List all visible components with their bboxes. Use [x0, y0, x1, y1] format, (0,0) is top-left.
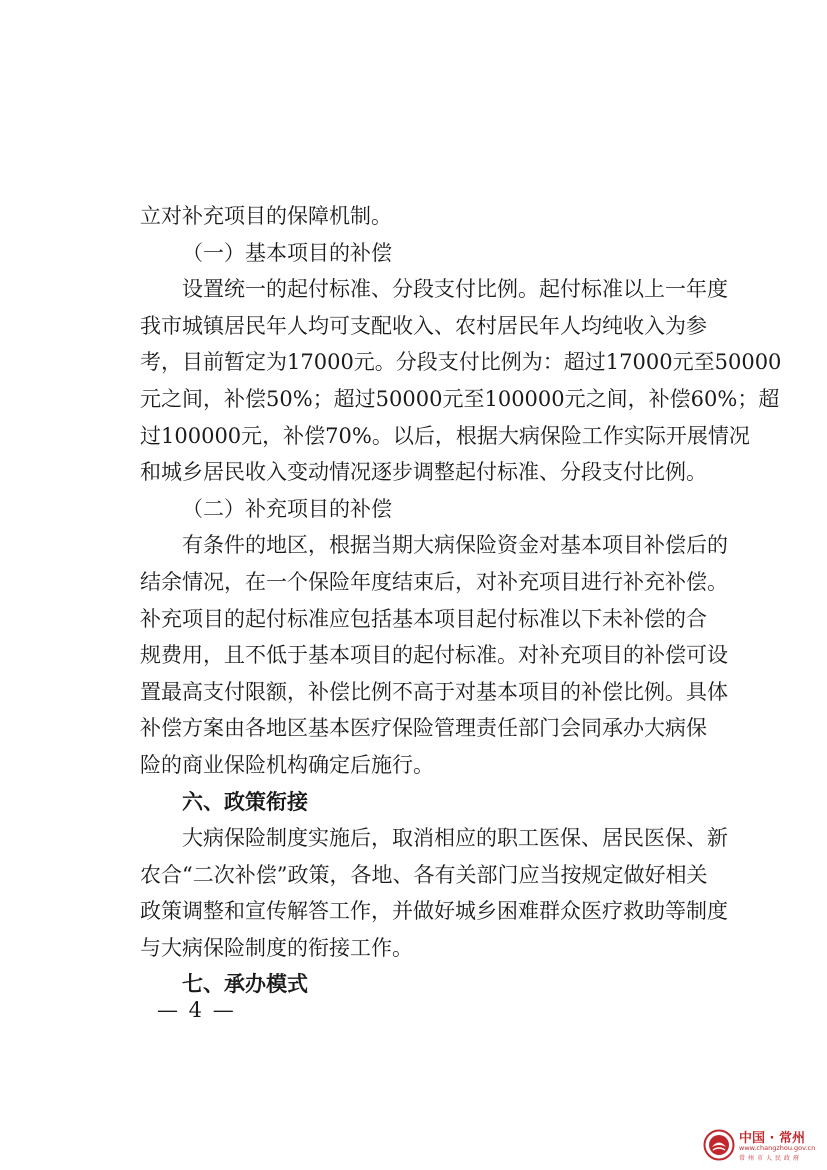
logo-url: www.changzhou.gov.cn [739, 1144, 816, 1152]
paragraph-line: 补偿方案由各地区基本医疗保险管理责任部门会同承办大病保 [140, 716, 707, 741]
paragraph-line: 我市城镇居民年人均可支配收入、农村居民年人均纯收入为参 [140, 313, 707, 338]
paragraph-line: 元之间，补偿50%；超过50000元至100000元之间，补偿60%；超 [140, 386, 780, 411]
paragraph-line: 政策调整和宣传解答工作，并做好城乡困难群众医疗救助等制度 [140, 899, 728, 924]
paragraph-line: 补充项目的起付标准应包括基本项目起付标准以下未补偿的合 [140, 606, 707, 631]
section-heading: 六、政策衔接 [182, 789, 308, 814]
paragraph-line: 规费用，且不低于基本项目的起付标准。对补充项目的补偿可设 [140, 643, 728, 668]
section-subheading: （一）基本项目的补偿 [182, 240, 392, 265]
paragraph-line: 有条件的地区，根据当期大病保险资金对基本项目补偿后的 [182, 533, 728, 558]
paragraph-line: 立对补充项目的保障机制。 [140, 204, 392, 228]
watermark-logo [703, 1125, 821, 1167]
page-number: — 4 — [157, 998, 236, 1022]
logo-title: 中国 · 常州 [739, 1131, 805, 1146]
paragraph-line: 与大病保险制度的衔接工作。 [140, 935, 413, 960]
paragraph-line: 考，目前暂定为17000元。分段支付比例为：超过17000元至50000 [140, 350, 782, 375]
paragraph-line: 过100000元，补偿70%。以后，根据大病保险工作实际开展情况 [140, 423, 750, 448]
document-body [140, 198, 782, 1003]
section-heading: 七、承办模式 [182, 972, 308, 997]
paragraph-line: 结余情况，在一个保险年度结束后，对补充项目进行补充补偿。 [140, 569, 728, 594]
paragraph-line: 置最高支付限额，补偿比例不高于对基本项目的补偿比例。具体 [140, 679, 728, 704]
paragraph-line: 险的商业保险机构确定后施行。 [140, 752, 434, 777]
paragraph-line: 农合“二次补偿”政策，各地、各有关部门应当按规定做好相关 [140, 862, 708, 887]
changzhou-seal-icon [703, 1129, 735, 1161]
section-subheading: （二）补充项目的补偿 [182, 496, 392, 521]
paragraph-line: 大病保险制度实施后，取消相应的职工医保、居民医保、新 [182, 826, 728, 851]
logo-subtitle: 常州市人民政府 [739, 1155, 803, 1162]
paragraph-line: 和城乡居民收入变动情况逐步调整起付标准、分段支付比例。 [140, 460, 707, 485]
paragraph-line: 设置统一的起付标准、分段支付比例。起付标准以上一年度 [182, 277, 728, 302]
